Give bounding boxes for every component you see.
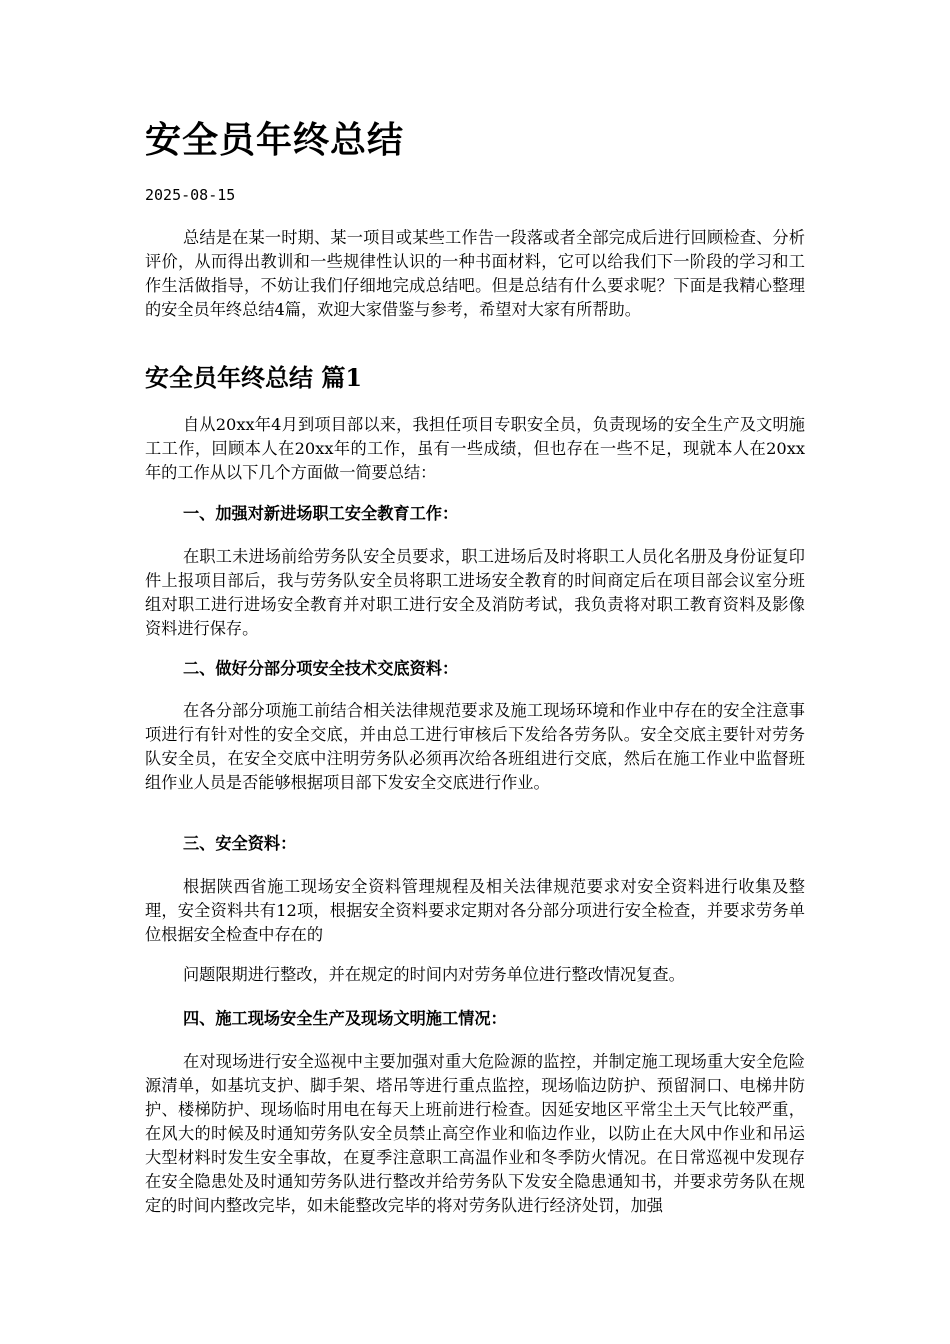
paragraph-2: 在各分部分项施工前结合相关法律规范要求及施工现场环境和作业中存在的安全注意事项进行有针对性的安全交底，并由总工进行审核后下发给各劳务队。安全交底主要针对劳务队安全员，在安全交底中注明劳务队必须再次给各班组进行交底，然后在施工作业中监督班组作业人员是否能够根据项目部下发安全交底进行作业。 <box>145 701 805 792</box>
opening-paragraph: 自从20xx年4月到项目部以来，我担任项目专职安全员，负责现场的安全生产及文明施工工作，回顾本人在20xx年的工作，虽有一些成绩，但也存在一些不足，现就本人在20xx年的工作从以下几个方面做一简要总结： <box>145 415 805 482</box>
subheading-4: 四、施工现场安全生产及现场文明施工情况： <box>183 1009 507 1028</box>
document-title: 安全员年终总结 <box>145 119 405 161</box>
paragraph-1: 在职工未进场前给劳务队安全员要求，职工进场后及时将职工人员化名册及身份证复印件上报项目部后，我与劳务队安全员将职工进场安全教育的时间商定后在项目部会议室分班组对职工进行进场安全教育并对职工进行安全及消防考试，我负责将对职工教育资料及影像资料进行保存。 <box>145 547 805 638</box>
publish-date: 2025-08-15 <box>145 186 236 204</box>
paragraph-3a: 根据陕西省施工现场安全资料管理规程及相关法律规范要求对安全资料进行收集及整理，安全资料共有12项，根据安全资料要求定期对各分部分项进行安全检查，并要求劳务单位根据安全检查中存在的 <box>145 877 805 944</box>
section-title: 安全员年终总结 篇1 <box>145 363 363 392</box>
paragraph-3b: 问题限期进行整改，并在规定的时间内对劳务单位进行整改情况复查。 <box>183 965 685 984</box>
subheading-3: 三、安全资料： <box>183 834 297 853</box>
subheading-1: 一、加强对新进场职工安全教育工作： <box>183 504 459 523</box>
subheading-2: 二、做好分部分项安全技术交底资料： <box>183 659 459 678</box>
intro-paragraph: 总结是在某一时期、某一项目或某些工作告一段落或者全部完成后进行回顾检查、分析评价，从而得出教训和一些规律性认识的一种书面材料，它可以给我们下一阶段的学习和工作生活做指导，不妨让我们仔细地完成总结吧。但是总结有什么要求呢？下面是我精心整理的安全员年终总结4篇，欢迎大家借鉴与参考，希望对大家有所帮助。 <box>145 228 805 319</box>
paragraph-4: 在对现场进行安全巡视中主要加强对重大危险源的监控，并制定施工现场重大安全危险源清单，如基坑支护、脚手架、塔吊等进行重点监控，现场临边防护、预留洞口、电梯井防护、楼梯防护、现场临时用电在每天上班前进行检查。因延安地区平常尘土天气比较严重，在风大的时候及时通知劳务队安全员禁止高空作业和临边作业，以防止在大风中作业和吊运大型材料时发生安全事故，在夏季注意职工高温作业和冬季防火情况。在日常巡视中发现存在安全隐患处及时通知劳务队进行整改并给劳务队下发安全隐患通知书，并要求劳务队在规定的时间内整改完毕，如未能整改完毕的将对劳务队进行经济处罚，加强 <box>145 1052 805 1215</box>
